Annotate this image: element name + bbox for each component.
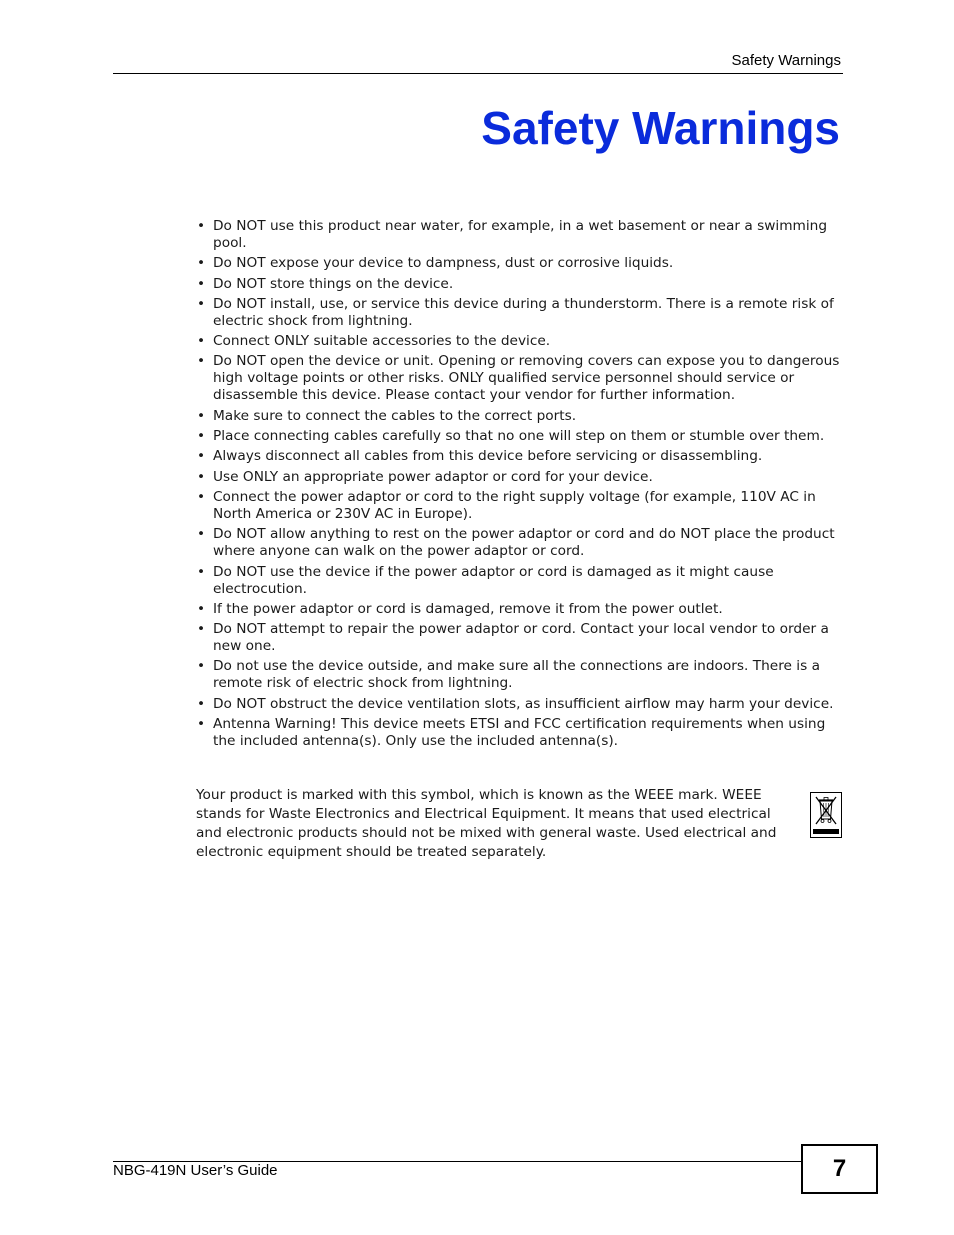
bullet-icon: • bbox=[197, 218, 206, 234]
list-item bbox=[197, 469, 845, 486]
bullet-icon: • bbox=[197, 600, 206, 617]
bullet-icon: • bbox=[197, 658, 206, 675]
warning-text: Always disconnect all cables from this device before servicing or disassembling. bbox=[213, 448, 763, 465]
list-item bbox=[197, 526, 845, 560]
list-item bbox=[197, 276, 845, 293]
page-number: 7 bbox=[801, 1144, 878, 1194]
list-item bbox=[197, 218, 845, 252]
weee-paragraph: Your product is marked with this symbol, which is known as the WEEE mark. WEEE stands for Waste Electronics and Electrical Equipment. It means that used electrical and electronic products should not be mixed with general waste. Used electrical and electronic equipment should be treated separately. bbox=[196, 787, 777, 860]
bullet-icon: • bbox=[197, 353, 206, 370]
list-item bbox=[197, 658, 845, 692]
list-item bbox=[197, 333, 845, 350]
warning-text: Do NOT open the device or unit. Opening or removing covers can expose you to dangerous high voltage points or other risks. ONLY qualified service personnel should service or disassemble this device. Please contact your vendor for further information. bbox=[213, 353, 840, 404]
bullet-icon: • bbox=[197, 407, 206, 424]
warning-text: Do NOT allow anything to rest on the power adaptor or cord and do NOT place the product where anyone can walk on the power adaptor or cord. bbox=[213, 526, 835, 560]
bullet-icon: • bbox=[197, 275, 206, 292]
list-item bbox=[197, 296, 845, 330]
warning-text: Do NOT attempt to repair the power adaptor or cord. Contact your local vendor to order a new one. bbox=[213, 621, 829, 655]
warning-text: Connect ONLY suitable accessories to the device. bbox=[213, 333, 551, 350]
list-item bbox=[197, 408, 845, 425]
list-item bbox=[197, 255, 845, 272]
bullet-icon: • bbox=[197, 255, 206, 272]
bullet-icon: • bbox=[197, 621, 206, 638]
warning-text: If the power adaptor or cord is damaged, remove it from the power outlet. bbox=[213, 600, 723, 617]
bullet-icon: • bbox=[197, 488, 206, 505]
warning-text: Antenna Warning! This device meets ETSI and FCC certification requirements when using the included antenna(s). Only use the included antenna(s). bbox=[213, 716, 826, 750]
warning-text: Do NOT store things on the device. bbox=[213, 275, 454, 292]
footer-guide-name: NBG-419N User’s Guide bbox=[113, 1162, 278, 1179]
page-title: Safety Warnings bbox=[481, 102, 840, 154]
bullet-icon: • bbox=[197, 468, 206, 485]
warning-text: Make sure to connect the cables to the correct ports. bbox=[213, 407, 577, 424]
list-item bbox=[197, 621, 845, 655]
bullet-icon: • bbox=[197, 448, 206, 465]
weee-crossed-bin-icon bbox=[810, 792, 842, 838]
bullet-icon: • bbox=[197, 695, 206, 712]
warning-text: Place connecting cables carefully so that no one will step on them or stumble over them. bbox=[213, 428, 825, 445]
bullet-icon: • bbox=[197, 716, 206, 733]
list-item bbox=[197, 428, 845, 445]
bullet-icon: • bbox=[197, 295, 206, 312]
list-item bbox=[197, 489, 845, 523]
list-item bbox=[197, 716, 845, 750]
warning-text: Do not use the device outside, and make sure all the connections are indoors. There is a remote risk of electric shock from lightning. bbox=[213, 658, 820, 692]
warning-text: Use ONLY an appropriate power adaptor or cord for your device. bbox=[213, 468, 653, 485]
running-header: Safety Warnings bbox=[113, 51, 843, 74]
list-item bbox=[197, 564, 845, 598]
list-item bbox=[197, 353, 845, 404]
bullet-icon: • bbox=[197, 428, 206, 445]
bullet-icon: • bbox=[197, 563, 206, 580]
warning-text: Do NOT install, use, or service this device during a thunderstorm. There is a remote risk of electric shock from lightning. bbox=[213, 295, 834, 329]
safety-warnings-list bbox=[197, 218, 845, 753]
warning-text: Do NOT use this product near water, for example, in a wet basement or near a swimming pool. bbox=[213, 218, 828, 251]
warning-text: Do NOT obstruct the device ventilation slots, as insufficient airflow may harm your device. bbox=[213, 695, 834, 712]
warning-text: Do NOT use the device if the power adaptor or cord is damaged as it might cause electrocution. bbox=[213, 563, 774, 597]
list-item bbox=[197, 696, 845, 713]
warning-text: Connect the power adaptor or cord to the right supply voltage (for example, 110V AC in North America or 230V AC in Europe). bbox=[213, 488, 816, 522]
list-item bbox=[197, 448, 845, 465]
bullet-icon: • bbox=[197, 526, 206, 543]
warning-text: Do NOT expose your device to dampness, dust or corrosive liquids. bbox=[213, 255, 674, 272]
list-item bbox=[197, 601, 845, 618]
bullet-icon: • bbox=[197, 333, 206, 350]
